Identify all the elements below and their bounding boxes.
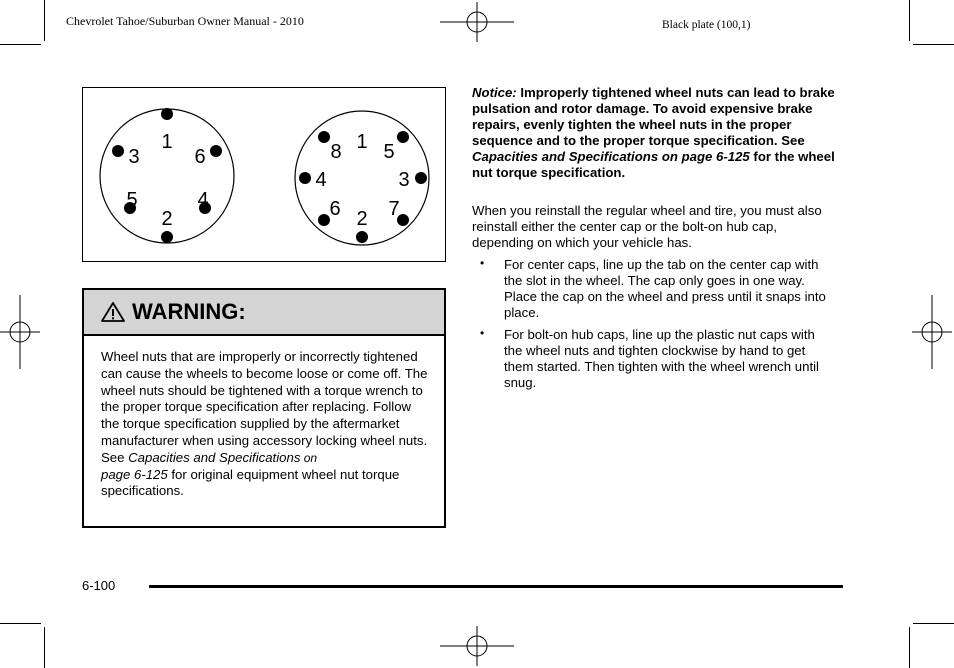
lug-number: 6 [329, 198, 341, 220]
registration-mark-left [0, 295, 40, 369]
lug-nut-pattern-svg [83, 88, 445, 261]
lug-number: 6 [194, 146, 206, 168]
lug-nut [161, 231, 173, 243]
lug-nut [415, 172, 427, 184]
footer-rule [149, 585, 843, 588]
notice-text: Improperly tightened wheel nuts can lead to brake pulsation and rotor damage. To avoid expensive brake repairs, evenly tighten the wheel nuts in the proper sequence and to the proper torque specification. See [472, 85, 835, 148]
lug-nut [356, 231, 368, 243]
lug-nut [161, 108, 173, 120]
notice-reference[interactable]: Capacities and Specifications on page 6-125 [472, 149, 750, 164]
lug-number: 2 [161, 208, 173, 230]
warning-ref-on: on [300, 450, 318, 465]
crop-mark [913, 44, 954, 45]
lug-nut [318, 131, 330, 143]
warning-title: WARNING: [132, 299, 246, 324]
bullet-dot: • [480, 256, 485, 270]
notice-label: Notice: [472, 85, 517, 100]
lug-nut [397, 131, 409, 143]
crop-mark [44, 0, 45, 41]
lug-nut [210, 145, 222, 157]
lug-nut [299, 172, 311, 184]
warning-body [84, 336, 444, 500]
header-title: Chevrolet Tahoe/Suburban Owner Manual - 2010 [66, 14, 304, 28]
lug-number: 5 [383, 141, 395, 163]
lug-number: 5 [126, 189, 138, 211]
lug-nut-diagram [82, 87, 446, 262]
warning-triangle-icon [100, 301, 126, 323]
bullet-dot: • [480, 326, 485, 340]
warning-header [84, 290, 444, 336]
page-number: 6-100 [82, 578, 116, 593]
crop-mark [909, 0, 910, 41]
reinstall-paragraph: When you reinstall the regular wheel and tire, you must also reinstall either the center cap or the bolt-on hub cap, depending on which your vehicle has. [472, 203, 822, 250]
registration-mark-right [912, 295, 952, 369]
lug-nut [112, 145, 124, 157]
lug-number: 1 [161, 131, 173, 153]
warning-box [82, 288, 446, 528]
crop-mark [909, 627, 910, 668]
notice-paragraph [472, 85, 836, 181]
crop-mark [0, 623, 41, 624]
registration-mark-bottom [440, 626, 514, 666]
crop-mark [913, 623, 954, 624]
bullet-list [472, 257, 836, 397]
list-item-text: For bolt-on hub caps, line up the plastic nut caps with the wheel nuts and tighten clockwise by hand to get them started. Then tighten with the wheel wrench until snug. [504, 327, 819, 390]
crop-mark [0, 44, 41, 45]
lug-number: 8 [330, 141, 342, 163]
crop-mark [44, 627, 45, 668]
lug-number: 4 [197, 189, 209, 211]
warning-text-end: for original equipment wheel nut torque specifications. [101, 466, 400, 499]
notice-text-end: for the wheel nut torque specification. [472, 149, 835, 180]
lug-number: 4 [315, 169, 327, 191]
warning-reference[interactable]: Capacities and Specifications [128, 449, 301, 465]
lug-number: 7 [388, 198, 400, 220]
lug-number: 2 [356, 208, 368, 230]
lug-number: 3 [398, 169, 410, 191]
lug-number: 1 [356, 131, 368, 153]
list-item [472, 257, 836, 321]
list-item-text: For center caps, line up the tab on the center cap with the slot in the wheel. The cap only goes in one way. Place the cap on the wheel and press until it snaps into place. [504, 257, 826, 320]
warning-reference-page[interactable]: page 6-125 [101, 466, 168, 482]
registration-mark-top [440, 2, 514, 42]
warning-text: Wheel nuts that are improperly or incorrectly tightened can cause the wheels to become loose or come off. The wheel nuts should be tightened with a torque wrench to the proper torque specification after replacing. Follow the torque specification supplied by the aftermarket manufacturer when using accessory locking wheel nuts. See [101, 349, 428, 465]
header-plate: Black plate (100,1) [662, 19, 751, 31]
lug-nut [318, 214, 330, 226]
lug-number: 3 [128, 146, 140, 168]
list-item [472, 327, 836, 391]
